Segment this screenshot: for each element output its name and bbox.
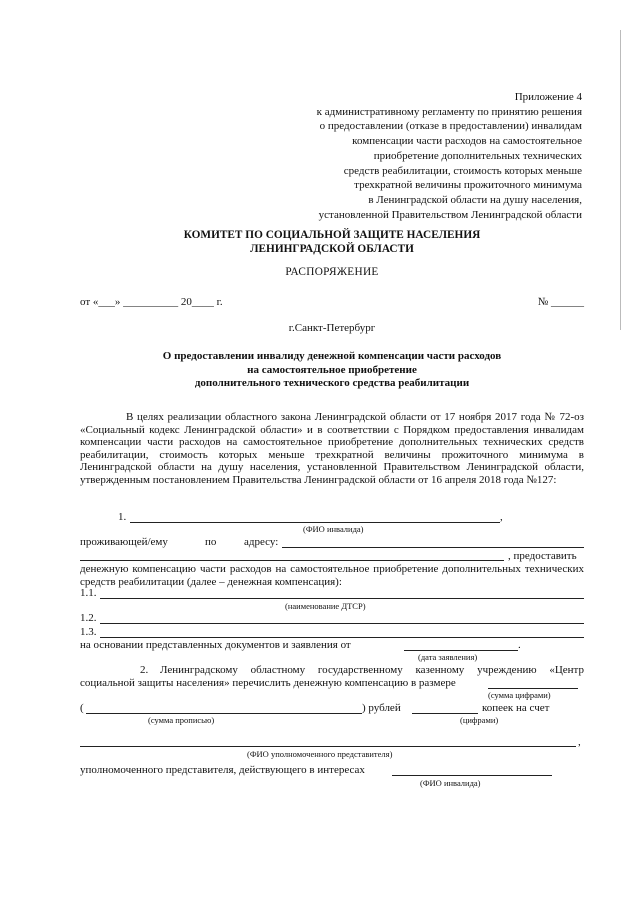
subitem-1-2: 1.2. <box>80 612 97 624</box>
application-date-caption: (дата заявления) <box>418 652 478 662</box>
item-2-text-line-1: Ленинградскому областному государственному казенному учреждению «Центр <box>160 664 584 676</box>
scan-edge-line <box>620 30 621 330</box>
kopecks-label: копеек на счет <box>482 702 550 714</box>
appendix-line: компенсации части расходов на самостоятельное <box>352 135 582 148</box>
open-paren: ( <box>80 702 84 714</box>
dtsr-blank-line-3 <box>100 637 584 638</box>
appendix-line: Приложение 4 <box>514 91 582 103</box>
subject-line-2: на самостоятельное приобретение <box>247 363 417 376</box>
sum-words-caption: (сумма прописью) <box>148 715 215 725</box>
appendix-line: в Ленинградской области на душу населения, <box>368 193 582 206</box>
committee-title <box>80 228 584 256</box>
order-date-field: от «___» __________ 20____ г. <box>80 296 223 308</box>
order-title: РАСПОРЯЖЕНИЕ <box>285 266 379 278</box>
date-number-line <box>80 296 584 310</box>
appendix-line: о предоставлении (отказе в предоставлении) инвалидам <box>319 120 582 133</box>
committee-line-1: КОМИТЕТ ПО СОЦИАЛЬНОЙ ЗАЩИТЕ НАСЕЛЕНИЯ <box>183 229 481 241</box>
fio-blank-line <box>130 522 500 523</box>
representative-caption: (ФИО уполномоченного представителя) <box>247 749 393 759</box>
preamble-paragraph: В целях реализации областного закона Ленинградской области от 17 ноября 2017 года № 72-оз «Социальный кодекс Ленинградской области» и в соответствии с Порядком предоставления инвалидам компенсации части расходов на самостоятельное приобретение дополнительных технических средств реабилитации, стоимость которых меньше трехкратной величины прожиточного минимума в Ленинградской области на душу населения, установленной Правительством Ленинградской области, утвержденным постановлением Правительства Ленинградской области от 16 апреля 2018 года №127: <box>80 411 584 486</box>
dtsr-blank-line-1 <box>100 598 584 599</box>
po-label: по <box>205 536 217 548</box>
appendix-line: установленной Правительством Ленинградской области <box>318 208 582 221</box>
address-blank-line <box>282 547 584 548</box>
subject-line-1: О предоставлении инвалиду денежной компенсации части расходов <box>162 350 502 362</box>
disabled-person-fio-blank <box>392 775 552 776</box>
appendix-header <box>230 90 582 222</box>
appendix-line: приобретение дополнительных технических <box>373 149 582 162</box>
address-blank-line-2 <box>80 560 504 561</box>
dtsr-blank-line-2 <box>100 623 584 624</box>
appendix-line: средств реабилитации, стоимость которых меньше <box>343 164 582 177</box>
fio-comma: , <box>500 511 503 523</box>
representative-comma: , <box>578 736 581 748</box>
application-date-blank <box>404 650 518 651</box>
fio-caption: (ФИО инвалида) <box>303 524 364 534</box>
provide-label: , предоставить <box>508 550 577 562</box>
order-subject <box>80 350 584 391</box>
subitem-1-3: 1.3. <box>80 626 97 638</box>
compensation-text: денежную компенсацию части расходов на самостоятельное приобретение дополнительных технических средств реабилитации (далее – денежная компенсация): <box>80 563 584 588</box>
sum-digits-caption: (сумма цифрами) <box>488 690 551 700</box>
basis-text: на основании представленных документов и заявления от <box>80 639 351 651</box>
disabled-person-fio-caption: (ФИО инвалида) <box>420 778 481 788</box>
address-label: адресу: <box>244 536 279 548</box>
item-2-number: 2. <box>140 664 149 676</box>
basis-period: . <box>518 639 521 651</box>
sum-words-blank <box>86 713 362 714</box>
representative-blank <box>80 746 576 747</box>
city-name: г.Санкт-Петербург <box>288 322 376 334</box>
order-number-field: № ______ <box>537 296 584 308</box>
item-2-text-line-2: социальной защиты населения» перечислить денежную компенсацию в размере <box>80 677 456 689</box>
residing-label: проживающей/ему <box>80 536 168 548</box>
sum-digits-blank <box>488 688 578 689</box>
appendix-line: к административному регламенту по принятию решения <box>316 105 582 118</box>
kopecks-blank <box>412 713 478 714</box>
representative-text: уполномоченного представителя, действующего в интересах <box>80 764 365 776</box>
appendix-line: трехкратной величины прожиточного минимума <box>354 179 582 192</box>
item-1-number: 1. <box>118 511 127 523</box>
dtsr-caption: (наименование ДТСР) <box>285 601 366 611</box>
digits-caption: (цифрами) <box>460 715 499 725</box>
subject-line-3: дополнительного технического средства реабилитации <box>194 377 470 389</box>
committee-line-2: ЛЕНИНГРАДСКОЙ ОБЛАСТИ <box>250 243 414 255</box>
rubles-label: ) рублей <box>362 702 401 714</box>
subitem-1-1: 1.1. <box>80 587 97 599</box>
